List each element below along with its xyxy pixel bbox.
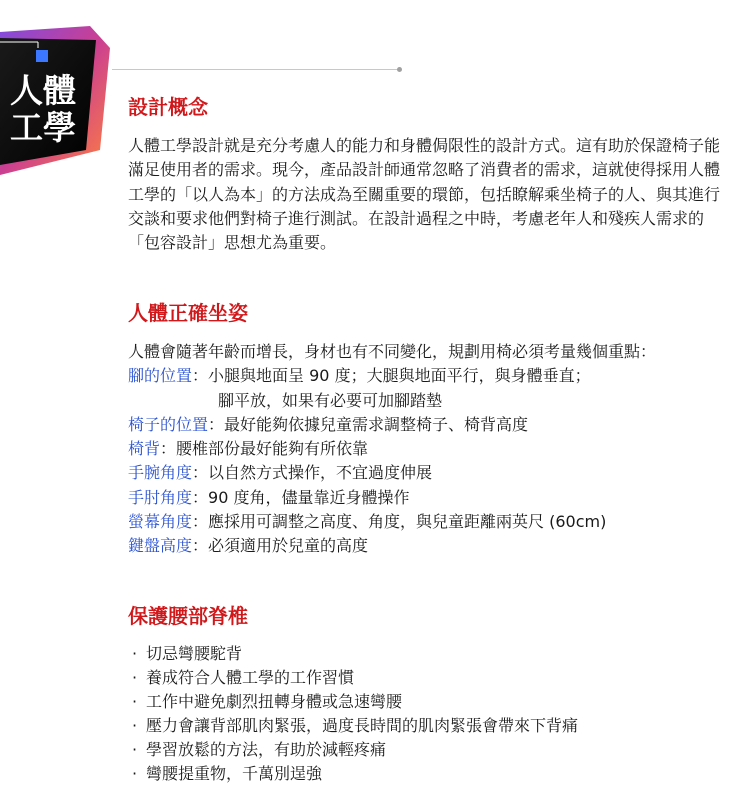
badge-square-icon [36, 50, 48, 62]
section-paragraph: 人體工學設計就是充分考慮人的能力和身體侷限性的設計方式。這有助於保證椅子能滿足使用者的需求。現今，產品設計師通常忽略了消費者的需求，這就使得採用人體工學的「以人為本」的方法成為至關重要的環節，包括瞭解乘坐椅子的人、與其進行交談和要求他們對椅子進行測試。在設計過程之中時，考慮老年人和殘疾人需求的「包容設計」思想尤為重要。 [128, 136, 721, 253]
list-item: · 彎腰提重物，千萬別逞強 [128, 762, 728, 786]
item-separator: ： [192, 487, 209, 507]
item-separator: ： [192, 366, 209, 386]
bullet-dot-icon: · [132, 716, 138, 736]
header-rule-dot [397, 67, 402, 72]
item-text: 最好能夠依據兒童需求調整椅子、椅背高度 [224, 414, 529, 434]
posture-item-elbow [128, 486, 728, 510]
posture-item-keyboard [128, 534, 728, 558]
item-text: 腰椎部份最好能夠有所依靠 [176, 439, 369, 459]
item-separator: ： [192, 463, 209, 483]
section-design-concept [128, 94, 728, 255]
bullet-dot-icon: · [132, 644, 138, 663]
list-item: · 壓力會讓背部肌肉緊張，過度長時間的肌肉緊張會帶來下背痛 [128, 714, 728, 738]
badge-title-line1: 人體 [10, 71, 76, 110]
header-rule [112, 69, 399, 70]
item-separator: ： [192, 536, 209, 556]
section-heading: 保護腰部脊椎 [128, 604, 248, 628]
posture-item-wrist [128, 461, 728, 485]
posture-item-feet [128, 364, 728, 388]
item-text: 應採用可調整之高度、角度，與兒童距離兩英尺 (60cm) [208, 512, 607, 532]
bullet-dot-icon: · [132, 764, 138, 784]
section-protect-spine [128, 603, 728, 787]
item-label: 腳的位置 [128, 366, 193, 386]
bullet-dot-icon: · [132, 668, 138, 688]
item-text: 必須適用於兒童的高度 [208, 536, 369, 556]
section-badge [0, 0, 130, 200]
list-item: · 養成符合人體工學的工作習慣 [128, 666, 728, 690]
item-label: 椅子的位置 [128, 414, 209, 434]
item-label: 椅背 [128, 439, 161, 459]
list-item: · 學習放鬆的方法，有助於減輕疼痛 [128, 738, 728, 762]
item-separator: ： [192, 512, 209, 532]
item-text: 小腿與地面呈 90 度；大腿與地面平行，與身體垂直； [208, 366, 591, 386]
bullet-dot-icon: · [132, 692, 138, 712]
item-label: 螢幕角度 [128, 512, 193, 532]
section-heading: 設計概念 [128, 95, 208, 119]
posture-item-feet-continued: 腳平放，如果有必要可加腳踏墊 [218, 390, 443, 410]
item-text: 90 度角，儘量靠近身體操作 [208, 487, 410, 507]
section-correct-posture [128, 300, 728, 559]
badge-title-line2: 工學 [10, 108, 76, 147]
posture-intro: 人體會隨著年齡而增長，身材也有不同變化，規劃用椅必須考量幾個重點： [128, 342, 657, 361]
section-heading: 人體正確坐姿 [128, 301, 248, 325]
item-separator: ： [160, 439, 177, 459]
posture-item-screen [128, 510, 728, 534]
item-text: 以自然方式操作，不宜過度伸展 [208, 463, 433, 483]
list-item: · 工作中避免劇烈扭轉身體或急速彎腰 [128, 690, 728, 714]
item-separator: ： [208, 414, 225, 434]
bullet-dot-icon: · [132, 740, 138, 760]
posture-item-backrest [128, 437, 728, 461]
item-label: 手肘角度 [128, 487, 193, 507]
item-label: 鍵盤高度 [128, 536, 193, 556]
item-label: 手腕角度 [128, 463, 193, 483]
list-item: · 切忌彎腰駝背 [128, 642, 728, 666]
posture-item-chair [128, 413, 728, 437]
